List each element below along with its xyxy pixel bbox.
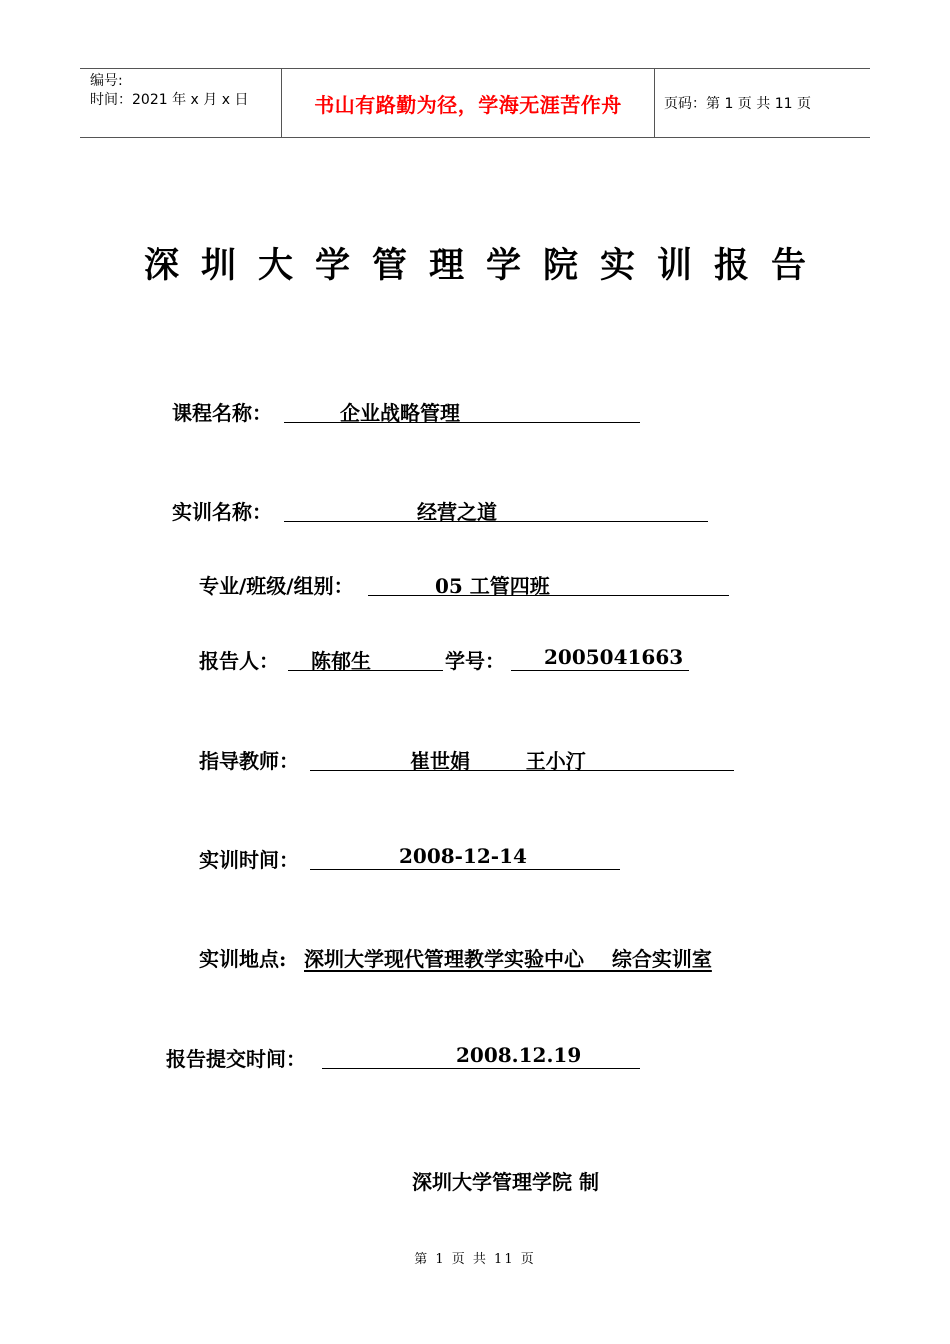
page-header (80, 68, 870, 138)
reporter-underline (288, 645, 443, 671)
major-underline (368, 570, 729, 596)
teacher-underline (310, 745, 734, 771)
student-id-label: 学号： (445, 649, 505, 673)
time-underline (310, 844, 620, 870)
reporter-value: 陈郁生 (311, 649, 371, 673)
training-label: 实训名称： (172, 500, 272, 524)
teacher-value: 崔世娟 王小汀 (410, 749, 586, 773)
major-label: 专业/班级/组别： (199, 574, 354, 598)
teacher-label: 指导教师： (199, 749, 299, 773)
student-id-value: 2005041663 (544, 645, 684, 669)
training-value: 经营之道 (417, 500, 497, 524)
course-label: 课程名称： (172, 401, 272, 425)
header-motto: 书山有路勤为径，学海无涯苦作舟 (282, 69, 655, 137)
major-value: 05 工管四班 (435, 574, 550, 598)
page-footer: 第 1 页 共 11 页 (414, 1252, 536, 1267)
place-label: 实训地点: (199, 947, 287, 971)
course-value: 企业战略管理 (340, 401, 460, 425)
header-page-info: 页码：第 1 页 共 11 页 (664, 96, 811, 112)
place-value: 深圳大学现代管理教学实验中心 综合实训室 (304, 947, 712, 971)
submit-value: 2008.12.19 (456, 1043, 582, 1067)
training-underline (284, 496, 708, 522)
maker-note: 深圳大学管理学院 制 (412, 1170, 599, 1194)
header-meta-cell (80, 69, 282, 137)
header-time: 时间：2021 年 x 月 x 日 (90, 92, 249, 108)
submit-underline (322, 1043, 640, 1069)
student-id-underline (511, 645, 689, 671)
reporter-label: 报告人： (199, 649, 279, 673)
time-label: 实训时间： (199, 848, 299, 872)
serial-label: 编号: (90, 73, 123, 89)
time-value: 2008-12-14 (399, 844, 527, 868)
course-underline (284, 397, 640, 423)
submit-label: 报告提交时间： (166, 1047, 306, 1071)
report-title: 深圳大学管理学院实训报告 (143, 245, 828, 286)
